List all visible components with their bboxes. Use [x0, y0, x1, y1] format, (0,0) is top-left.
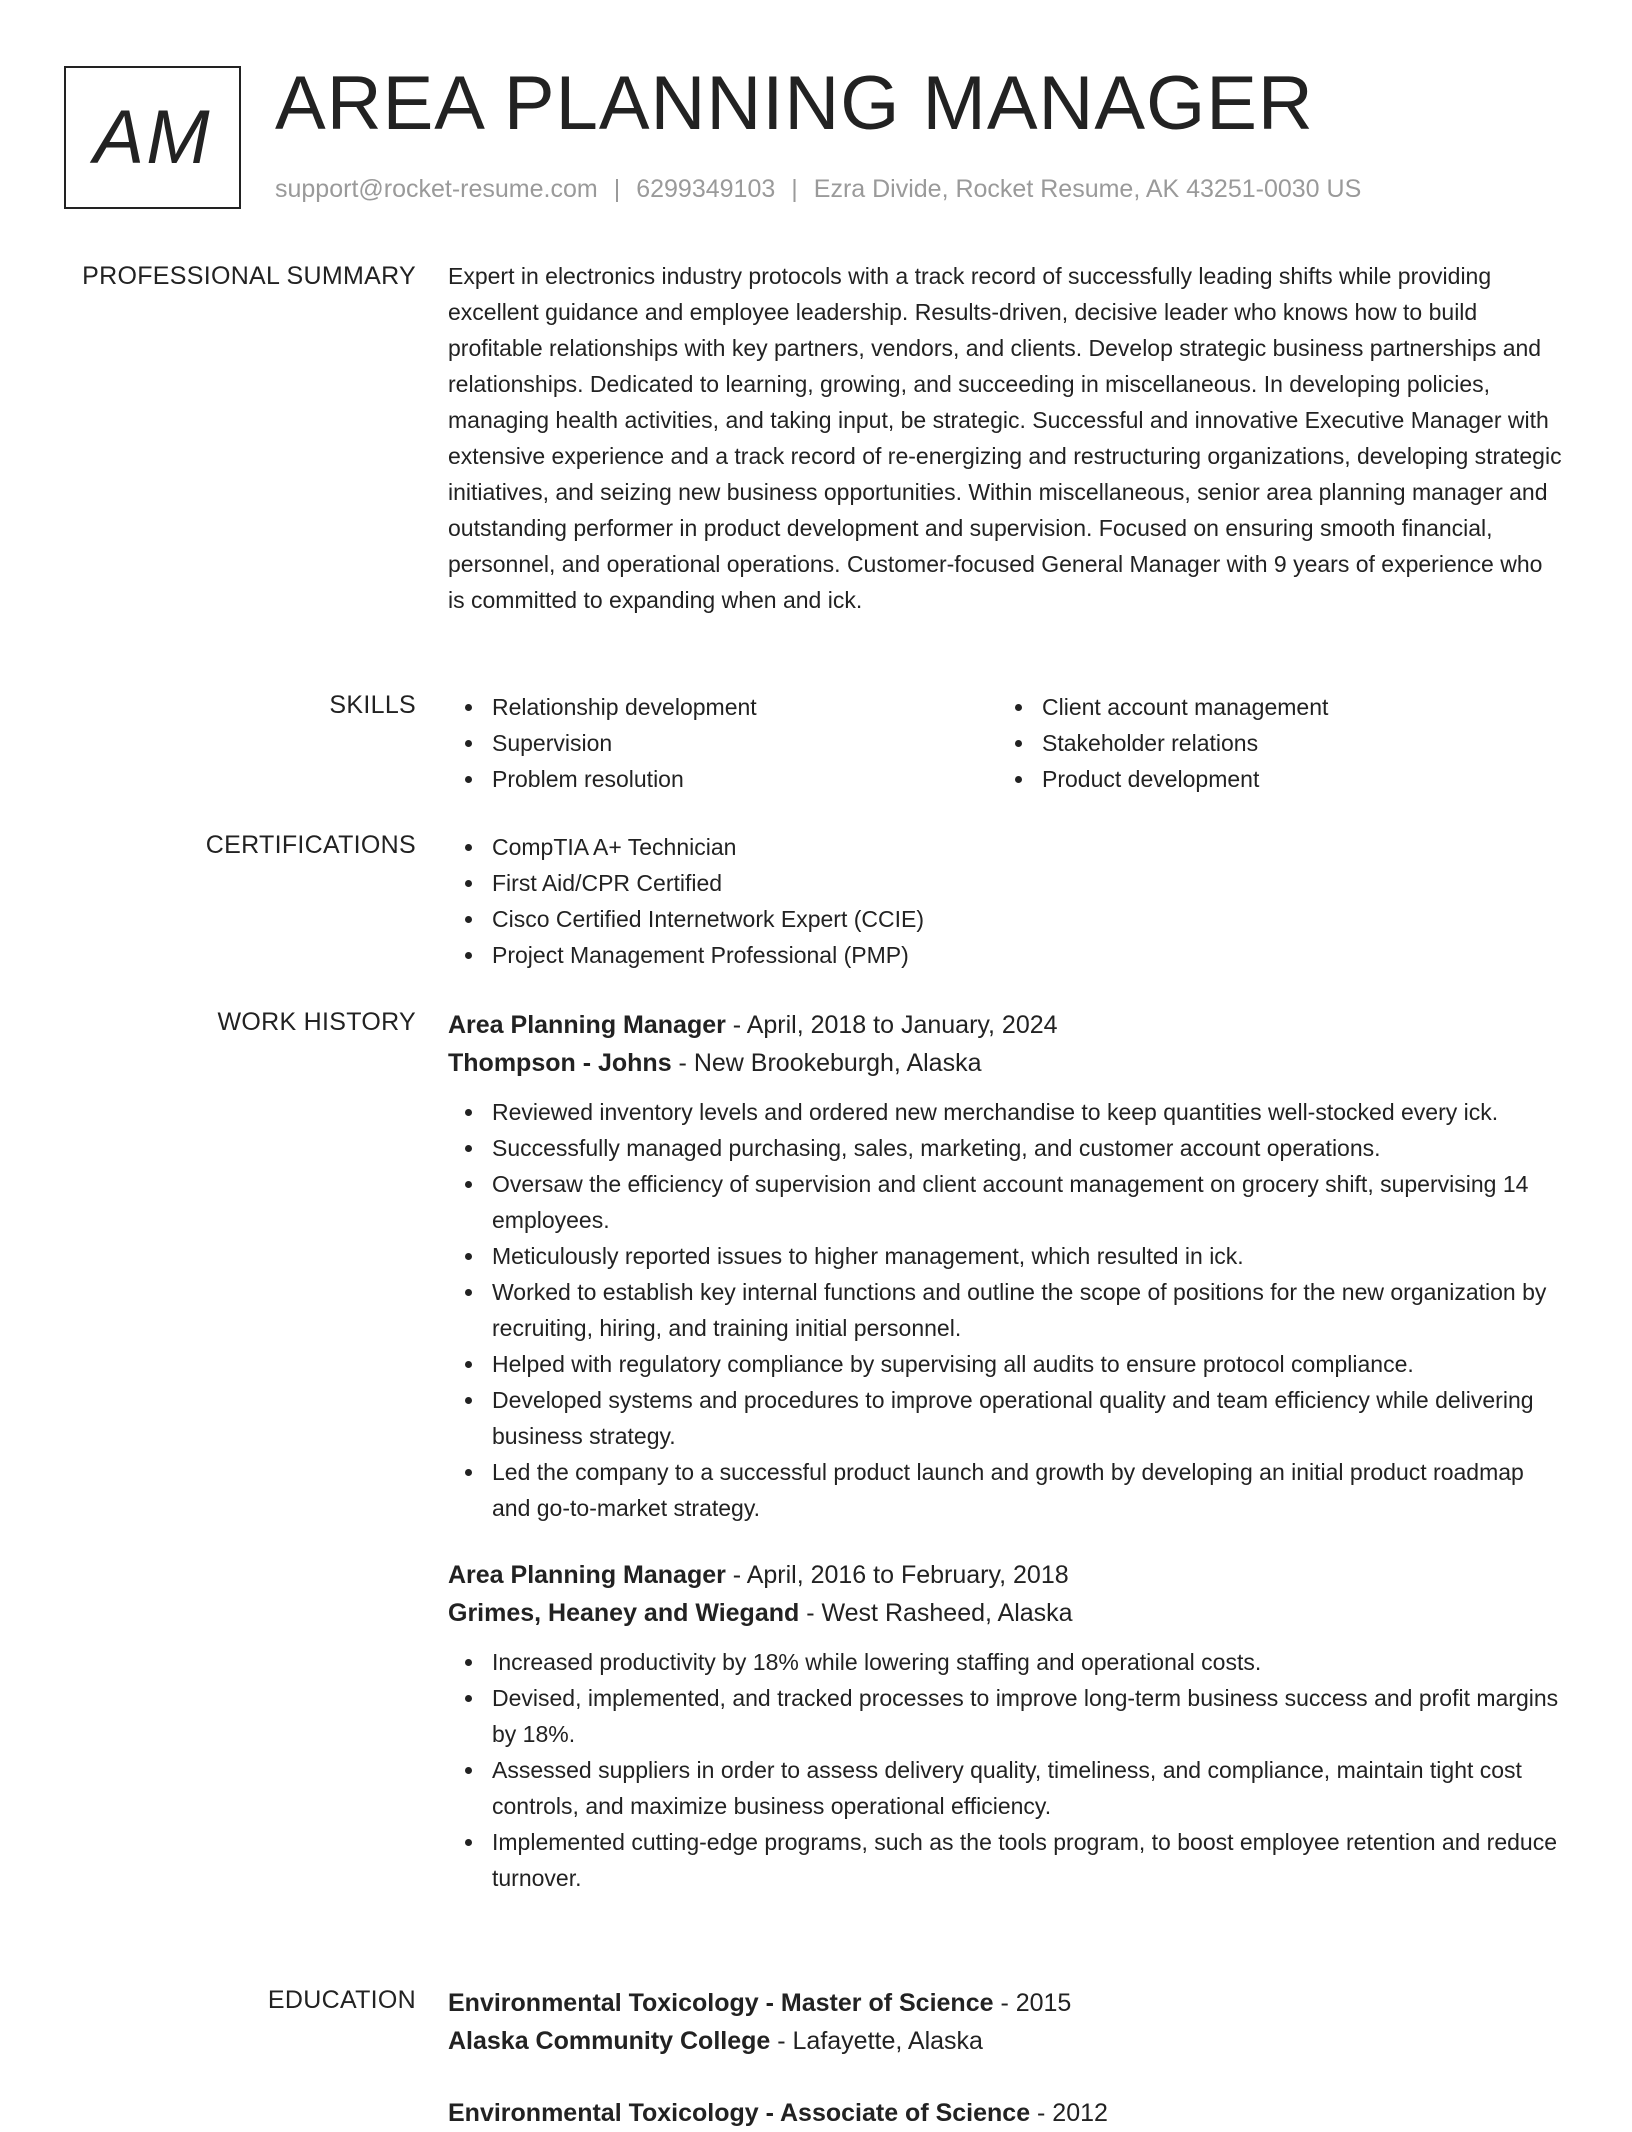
job-bullet: Successfully managed purchasing, sales, marketing, and customer account operations. [448, 1130, 1563, 1166]
education-entry [448, 1984, 1563, 2060]
job-bullet: Devised, implemented, and tracked processes to improve long-term business success and profit margins by 18%. [448, 1680, 1563, 1752]
job-company-line [448, 1044, 1563, 1082]
skills-columns [448, 689, 1563, 797]
skill-item: Product development [998, 761, 1548, 797]
certification-item: CompTIA A+ Technician [448, 829, 1563, 865]
certifications-list [448, 829, 1563, 973]
job-location: - West Rasheed, Alaska [799, 1599, 1073, 1627]
skill-item: Relationship development [448, 689, 998, 725]
contact-line [275, 175, 1361, 204]
job-bullet: Oversaw the efficiency of supervision and client account management on grocery shift, supervising 14 employees. [448, 1166, 1563, 1238]
education-body [448, 1984, 1563, 2132]
job-title: Area Planning Manager [448, 1561, 726, 1589]
job-bullet: Meticulously reported issues to higher management, which resulted in ick. [448, 1238, 1563, 1274]
section-label-work: WORK HISTORY [217, 1008, 416, 1036]
job-dates: - April, 2018 to January, 2024 [725, 1011, 1058, 1039]
job-company-line [448, 1594, 1563, 1632]
skills-list-left [448, 689, 998, 797]
education-degree: Environmental Toxicology - Associate of Science [448, 2099, 1031, 2127]
job-title-line [448, 1556, 1563, 1594]
certification-item: First Aid/CPR Certified [448, 865, 1563, 901]
skills-list-right [998, 689, 1548, 797]
job-bullet: Implemented cutting-edge programs, such as the tools program, to boost employee retention and reduce turnover. [448, 1824, 1563, 1896]
education-entry [448, 2094, 1563, 2132]
education-year: - 2015 [993, 1989, 1072, 2017]
summary-text: Expert in electronics industry protocols with a track record of successfully leading shifts while providing excellent guidance and employee leadership. Results-driven, decisive leader who knows how to build profitable relationships with key partners, vendors, and clients. Develop strategic business partnerships and relationships. Dedicated to learning, growing, and succeeding in miscellaneous. In developing policies, managing health activities, and taking input, be strategic. Successful and innovative Executive Manager with extensive experience and a track record of re-energizing and restructuring organizations, developing strategic initiatives, and seizing new business opportunities. Within miscellaneous, senior area planning manager and outstanding performer in product development and supervision. Focused on ensuring smooth financial, personnel, and operational operations. Customer-focused General Manager with 9 years of experience who is committed to expanding when and ick. [448, 263, 1562, 613]
certification-item: Cisco Certified Internetwork Expert (CCIE) [448, 901, 1563, 937]
job-entry [448, 1556, 1563, 1896]
job-company: Thompson - Johns [448, 1049, 672, 1077]
job-title-line [448, 1006, 1563, 1044]
job-title: Area Planning Manager [448, 1011, 726, 1039]
contact-address: Ezra Divide, Rocket Resume, AK 43251-0030 US [813, 175, 1362, 203]
job-entry [448, 1006, 1563, 1526]
job-bullet: Developed systems and procedures to improve operational quality and team efficiency while delivering business strategy. [448, 1382, 1563, 1454]
education-degree: Environmental Toxicology - Master of Science [448, 1989, 994, 2017]
contact-email[interactable]: support@rocket-resume.com [275, 175, 598, 203]
job-dates: - April, 2016 to February, 2018 [725, 1561, 1069, 1589]
skill-item: Problem resolution [448, 761, 998, 797]
education-location: - Lafayette, Alaska [770, 2027, 983, 2055]
monogram-box [64, 66, 241, 209]
contact-separator: | [791, 175, 798, 203]
job-bullet: Led the company to a successful product launch and growth by developing an initial product roadmap and go-to-market strategy. [448, 1454, 1563, 1526]
education-degree-line [448, 1984, 1563, 2022]
skill-item: Stakeholder relations [998, 725, 1548, 761]
section-label-certifications: CERTIFICATIONS [205, 831, 416, 859]
job-bullets [448, 1644, 1563, 1896]
resume-header [64, 61, 1564, 211]
education-year: - 2012 [1030, 2099, 1108, 2127]
contact-separator: | [613, 175, 621, 203]
section-label-skills: SKILLS [329, 691, 416, 719]
section-label-summary: PROFESSIONAL SUMMARY [82, 262, 416, 290]
work-history-body [448, 1006, 1563, 1896]
education-school: Alaska Community College [448, 2027, 771, 2055]
skill-item: Supervision [448, 725, 998, 761]
certifications-body [448, 829, 1563, 973]
monogram-initials: AM [93, 95, 212, 180]
job-location: - New Brookeburgh, Alaska [671, 1049, 982, 1077]
contact-phone[interactable]: 6299349103 [636, 175, 776, 203]
job-bullet: Increased productivity by 18% while lowering staffing and operational costs. [448, 1644, 1563, 1680]
section-label-education: EDUCATION [267, 1986, 416, 2014]
education-school-line [448, 2022, 1563, 2060]
job-bullets [448, 1094, 1563, 1526]
job-company: Grimes, Heaney and Wiegand [448, 1599, 800, 1627]
job-bullet: Reviewed inventory levels and ordered new merchandise to keep quantities well-stocked every ick. [448, 1094, 1563, 1130]
education-degree-line [448, 2094, 1563, 2132]
certification-item: Project Management Professional (PMP) [448, 937, 1563, 973]
skill-item: Client account management [998, 689, 1548, 725]
job-bullet: Worked to establish key internal functions and outline the scope of positions for the new organization by recruiting, hiring, and training initial personnel. [448, 1274, 1563, 1346]
page-title: AREA PLANNING MANAGER [275, 61, 1314, 146]
job-bullet: Assessed suppliers in order to assess delivery quality, timeliness, and compliance, maintain tight cost controls, and maximize business operational efficiency. [448, 1752, 1563, 1824]
job-bullet: Helped with regulatory compliance by supervising all audits to ensure protocol compliance. [448, 1346, 1563, 1382]
